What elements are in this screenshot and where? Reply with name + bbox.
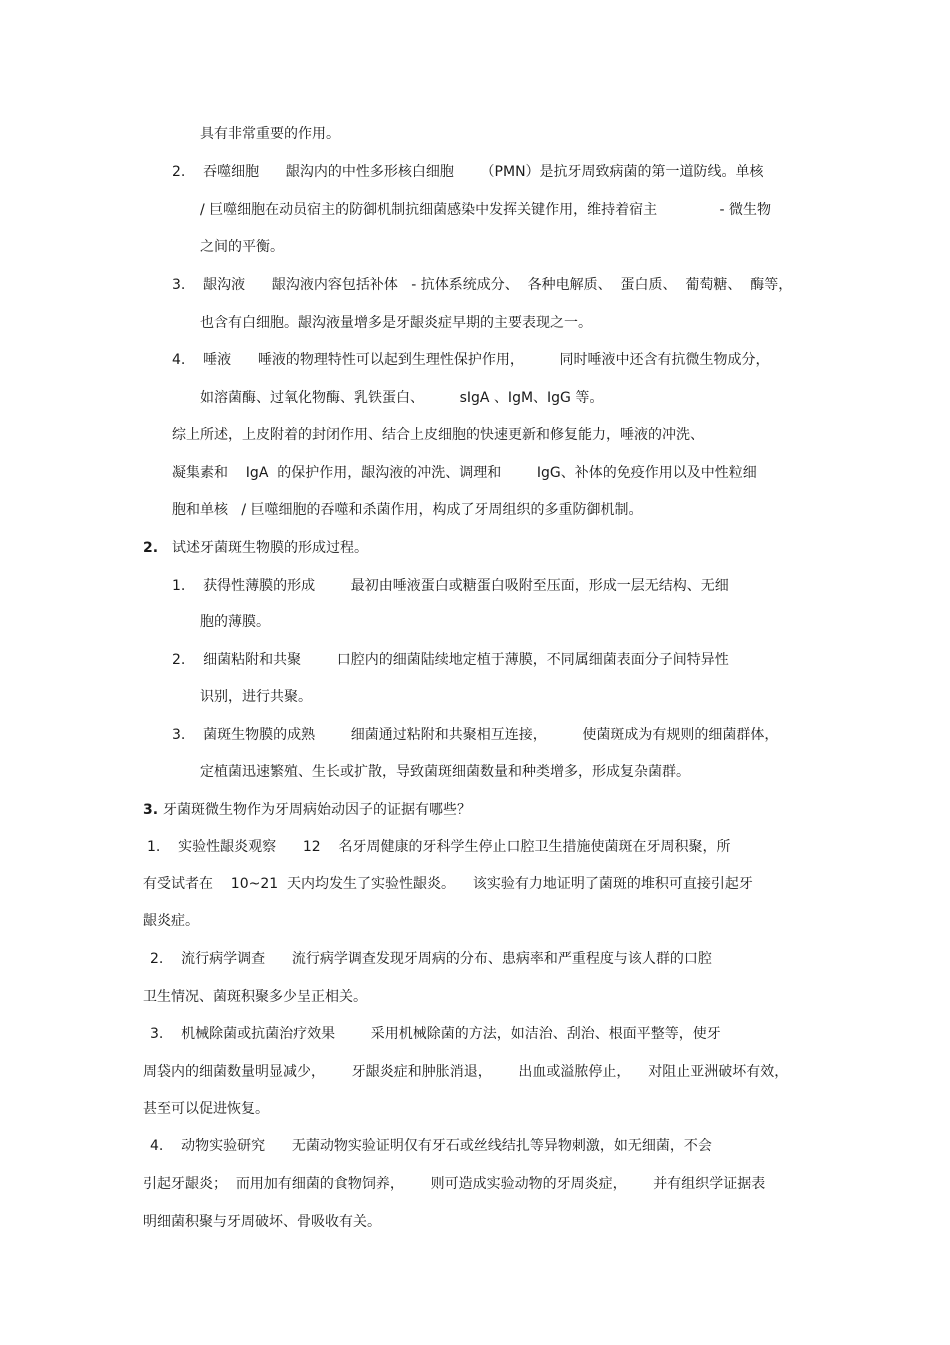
list-item-epidemiology: 2. 流行病学调查 流行病学调查发现牙周病的分布、患病率和严重程度与该人群的口腔 <box>150 951 712 967</box>
summary-line: 胞和单核 / 巨噬细胞的吞噬和杀菌作用，构成了牙周组织的多重防御机制。 <box>172 502 643 518</box>
list-item-pellicle: 1. 获得性薄膜的形成 最初由唾液蛋白或糖蛋白吸附至压面，形成一层无结构、无细 <box>172 578 729 594</box>
text-line: 具有非常重要的作用。 <box>200 126 340 142</box>
text-line: 引起牙龈炎； 而用加有细菌的食物饲养， 则可造成实验动物的牙周炎症， 并有组织学证据表 <box>143 1176 766 1192</box>
text-line: 识别，进行共聚。 <box>200 689 312 705</box>
list-item-mechanical-therapy: 3. 机械除菌或抗菌治疗效果 采用机械除菌的方法，如洁治、刮治、根面平整等，使牙 <box>150 1026 721 1042</box>
summary-line: 综上所述，上皮附着的封闭作用、结合上皮细胞的快速更新和修复能力，唾液的冲洗、 <box>172 427 704 443</box>
list-item-maturation: 3. 菌斑生物膜的成熟 细菌通过粘附和共聚相互连接， 使菌斑成为有规则的细菌群体， <box>172 727 779 743</box>
text-line: 定植菌迅速繁殖、生长或扩散，导致菌斑细菌数量和种类增多，形成复杂菌群。 <box>200 764 690 780</box>
text-line: 有受试者在 10~21 天内均发生了实验性龈炎。 该实验有力地证明了菌斑的堆积可直接引起牙 <box>143 876 753 892</box>
list-item-gingival-fluid: 3. 龈沟液 龈沟液内容包括补体 - 抗体系统成分、 各种电解质、 蛋白质、 葡萄糖、 酶等， <box>172 277 793 293</box>
text-line: 也含有白细胞。龈沟液量增多是牙龈炎症早期的主要表现之一。 <box>200 315 592 331</box>
summary-line: 凝集素和 IgA 的保护作用，龈沟液的冲洗、调理和 IgG、补体的免疫作用以及中性粒细 <box>172 465 757 481</box>
text-line: / 巨噬细胞在动员宿主的防御机制抗细菌感染中发挥关键作用，维持着宿主 - 微生物 <box>200 202 771 218</box>
question-number: 3. <box>143 802 159 818</box>
list-item-saliva: 4. 唾液 唾液的物理特性可以起到生理性保护作用， 同时唾液中还含有抗微生物成分， <box>172 352 770 368</box>
list-item-animal-studies: 4. 动物实验研究 无菌动物实验证明仅有牙石或丝线结扎等异物刺激，如无细菌，不会 <box>150 1138 712 1154</box>
text-line: 明细菌积聚与牙周破坏、骨吸收有关。 <box>143 1214 381 1230</box>
text-line: 卫生情况、菌斑积聚多少呈正相关。 <box>143 989 367 1005</box>
list-item-experimental-gingivitis: 1. 实验性龈炎观察 12 名牙周健康的牙科学生停止口腔卫生措施使菌斑在牙周积聚，所 <box>147 839 731 855</box>
text-line: 龈炎症。 <box>143 913 199 929</box>
text-line: 周袋内的细菌数量明显减少， 牙龈炎症和肿胀消退， 出血或溢脓停止， 对阻止亚洲破坏有效， <box>143 1064 789 1080</box>
list-item-phagocytes: 2. 吞噬细胞 龈沟内的中性多形核白细胞 （PMN）是抗牙周致病菌的第一道防线。单核 <box>172 164 764 180</box>
question-title: 牙菌斑微生物作为牙周病始动因子的证据有哪些？ <box>163 802 471 818</box>
list-item-adhesion: 2. 细菌粘附和共聚 口腔内的细菌陆续地定植于薄膜，不同属细菌表面分子间特异性 <box>172 652 729 668</box>
text-line: 甚至可以促进恢复。 <box>143 1101 269 1117</box>
text-line: 如溶菌酶、过氧化物酶、乳铁蛋白、 sIgA 、IgM、IgG 等。 <box>200 390 604 406</box>
question-number: 2. <box>143 540 159 556</box>
question-title: 试述牙菌斑生物膜的形成过程。 <box>172 540 368 556</box>
text-line: 之间的平衡。 <box>200 239 284 255</box>
text-line: 胞的薄膜。 <box>200 614 270 630</box>
